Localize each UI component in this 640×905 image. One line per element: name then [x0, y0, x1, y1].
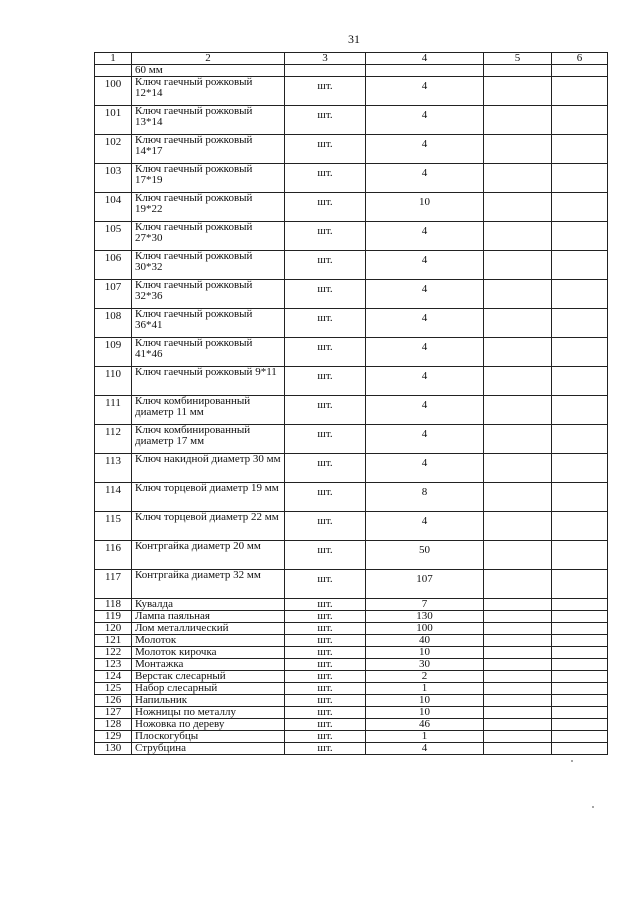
cell-num: 108 — [95, 309, 132, 338]
cell-col-6 — [552, 635, 608, 647]
cell-unit: шт. — [285, 695, 366, 707]
cell-num: 130 — [95, 743, 132, 755]
table-row — [95, 338, 608, 367]
cell-col-5 — [484, 695, 552, 707]
cell-qty: 4 — [366, 222, 484, 251]
cell-name: Ключ гаечный рожковый 13*14 — [132, 106, 285, 135]
cell-name: Ключ комбинированный диаметр 17 мм — [132, 425, 285, 454]
cell-num: 123 — [95, 659, 132, 671]
table-row — [95, 731, 608, 743]
cell-col-5 — [484, 731, 552, 743]
table-row — [95, 454, 608, 483]
table-row — [95, 164, 608, 193]
scan-speck — [571, 760, 573, 762]
cell-col-6 — [552, 309, 608, 338]
cell-num: 107 — [95, 280, 132, 309]
cell-unit: шт. — [285, 611, 366, 623]
cell-qty: 4 — [366, 106, 484, 135]
header-col-3: 3 — [285, 53, 366, 65]
cell-unit: шт. — [285, 396, 366, 425]
table-row — [95, 541, 608, 570]
cell-col-6 — [552, 193, 608, 222]
cell-qty — [366, 65, 484, 77]
cell-name: Ключ гаечный рожковый 32*36 — [132, 280, 285, 309]
cell-qty: 4 — [366, 425, 484, 454]
cell-num: 106 — [95, 251, 132, 280]
cell-unit: шт. — [285, 280, 366, 309]
cell-name: Ножницы по металлу — [132, 707, 285, 719]
table-row — [95, 683, 608, 695]
cell-name: Напильник — [132, 695, 285, 707]
cell-unit: шт. — [285, 512, 366, 541]
cell-name: Набор слесарный — [132, 683, 285, 695]
cell-num: 114 — [95, 483, 132, 512]
cell-unit: шт. — [285, 623, 366, 635]
cell-qty: 10 — [366, 707, 484, 719]
cell-name: Лампа паяльная — [132, 611, 285, 623]
table-row — [95, 743, 608, 755]
cell-col-5 — [484, 280, 552, 309]
table-row — [95, 570, 608, 599]
cell-qty: 4 — [366, 309, 484, 338]
table-row — [95, 707, 608, 719]
cell-name: Молоток кирочка — [132, 647, 285, 659]
cell-col-5 — [484, 611, 552, 623]
table-row — [95, 367, 608, 396]
header-col-5: 5 — [484, 53, 552, 65]
cell-col-5 — [484, 135, 552, 164]
cell-name: Молоток — [132, 635, 285, 647]
cell-num: 122 — [95, 647, 132, 659]
table-row — [95, 135, 608, 164]
cell-qty: 4 — [366, 367, 484, 396]
cell-col-6 — [552, 731, 608, 743]
cell-num: 121 — [95, 635, 132, 647]
cell-unit: шт. — [285, 164, 366, 193]
cell-col-5 — [484, 635, 552, 647]
cell-name: Ключ торцевой диаметр 19 мм — [132, 483, 285, 512]
cell-num: 119 — [95, 611, 132, 623]
table-row — [95, 77, 608, 106]
cell-qty: 4 — [366, 77, 484, 106]
cell-col-5 — [484, 623, 552, 635]
cell-qty: 4 — [366, 396, 484, 425]
cell-unit: шт. — [285, 222, 366, 251]
continuation-row — [95, 65, 608, 77]
cell-unit: шт. — [285, 683, 366, 695]
cell-col-5 — [484, 671, 552, 683]
table-body — [95, 65, 608, 755]
cell-col-6 — [552, 647, 608, 659]
cell-num: 117 — [95, 570, 132, 599]
table-row — [95, 512, 608, 541]
cell-unit: шт. — [285, 570, 366, 599]
cell-unit: шт. — [285, 707, 366, 719]
cell-unit: шт. — [285, 106, 366, 135]
cell-qty: 4 — [366, 164, 484, 193]
cell-unit: шт. — [285, 77, 366, 106]
cell-col-6 — [552, 77, 608, 106]
cell-num: 112 — [95, 425, 132, 454]
cell-unit: шт. — [285, 731, 366, 743]
cell-num: 126 — [95, 695, 132, 707]
cell-col-5 — [484, 309, 552, 338]
cell-qty: 50 — [366, 541, 484, 570]
cell-col-5 — [484, 512, 552, 541]
cell-name: Ключ гаечный рожковый 30*32 — [132, 251, 285, 280]
cell-col-5 — [484, 396, 552, 425]
cell-num: 116 — [95, 541, 132, 570]
cell-qty: 130 — [366, 611, 484, 623]
cell-col-6 — [552, 135, 608, 164]
cell-num: 125 — [95, 683, 132, 695]
table-row — [95, 623, 608, 635]
cell-col-5 — [484, 106, 552, 135]
cell-unit: шт. — [285, 454, 366, 483]
header-col-4: 4 — [366, 53, 484, 65]
cell-name: Ключ гаечный рожковый 9*11 — [132, 367, 285, 396]
cell-qty: 107 — [366, 570, 484, 599]
cell-col-5 — [484, 164, 552, 193]
cell-qty: 4 — [366, 251, 484, 280]
header-col-2: 2 — [132, 53, 285, 65]
cell-col-6 — [552, 396, 608, 425]
cell-col-5 — [484, 338, 552, 367]
cell-num: 127 — [95, 707, 132, 719]
cell-unit: шт. — [285, 671, 366, 683]
cell-name: Контргайка диаметр 32 мм — [132, 570, 285, 599]
cell-name: Ключ накидной диаметр 30 мм — [132, 454, 285, 483]
cell-col-5 — [484, 570, 552, 599]
cell-num: 105 — [95, 222, 132, 251]
cell-num — [95, 65, 132, 77]
cell-num: 124 — [95, 671, 132, 683]
cell-col-5 — [484, 77, 552, 106]
cell-unit — [285, 65, 366, 77]
cell-unit: шт. — [285, 743, 366, 755]
continuation-text: 60 мм — [132, 65, 285, 77]
cell-col-6 — [552, 611, 608, 623]
cell-qty: 4 — [366, 454, 484, 483]
cell-num: 109 — [95, 338, 132, 367]
cell-unit: шт. — [285, 541, 366, 570]
cell-col-6 — [552, 707, 608, 719]
cell-unit: шт. — [285, 635, 366, 647]
cell-col-6 — [552, 599, 608, 611]
cell-unit: шт. — [285, 425, 366, 454]
cell-col-5 — [484, 647, 552, 659]
cell-unit: шт. — [285, 309, 366, 338]
cell-col-5 — [484, 659, 552, 671]
table-header — [95, 53, 608, 65]
cell-unit: шт. — [285, 647, 366, 659]
cell-qty: 40 — [366, 635, 484, 647]
cell-col-6 — [552, 251, 608, 280]
cell-col-5 — [484, 743, 552, 755]
cell-name: Лом металлический — [132, 623, 285, 635]
table-row — [95, 635, 608, 647]
cell-num: 111 — [95, 396, 132, 425]
cell-unit: шт. — [285, 599, 366, 611]
cell-qty: 4 — [366, 135, 484, 164]
cell-num: 101 — [95, 106, 132, 135]
cell-col-6 — [552, 743, 608, 755]
cell-unit: шт. — [285, 719, 366, 731]
cell-col-5 — [484, 222, 552, 251]
cell-col-6 — [552, 338, 608, 367]
cell-unit: шт. — [285, 659, 366, 671]
cell-col-5 — [484, 65, 552, 77]
cell-qty: 30 — [366, 659, 484, 671]
cell-col-6 — [552, 541, 608, 570]
cell-name: Ключ гаечный рожковый 36*41 — [132, 309, 285, 338]
cell-col-6 — [552, 106, 608, 135]
cell-col-5 — [484, 541, 552, 570]
cell-col-6 — [552, 65, 608, 77]
cell-name: Ключ гаечный рожковый 41*46 — [132, 338, 285, 367]
cell-unit: шт. — [285, 483, 366, 512]
table-row — [95, 425, 608, 454]
cell-unit: шт. — [285, 193, 366, 222]
cell-name: Монтажка — [132, 659, 285, 671]
table-row — [95, 611, 608, 623]
cell-num: 129 — [95, 731, 132, 743]
cell-num: 102 — [95, 135, 132, 164]
cell-col-6 — [552, 671, 608, 683]
page-number: 31 — [348, 32, 360, 46]
cell-col-6 — [552, 683, 608, 695]
cell-col-5 — [484, 599, 552, 611]
table-row — [95, 222, 608, 251]
table-row — [95, 193, 608, 222]
table-row — [95, 396, 608, 425]
cell-name: Струбцина — [132, 743, 285, 755]
cell-col-5 — [484, 251, 552, 280]
cell-name: Контргайка диаметр 20 мм — [132, 541, 285, 570]
table-row — [95, 280, 608, 309]
cell-qty: 1 — [366, 731, 484, 743]
cell-name: Верстак слесарный — [132, 671, 285, 683]
cell-qty: 4 — [366, 338, 484, 367]
cell-qty: 8 — [366, 483, 484, 512]
cell-name: Ключ гаечный рожковый 27*30 — [132, 222, 285, 251]
cell-qty: 7 — [366, 599, 484, 611]
table-row — [95, 106, 608, 135]
cell-col-6 — [552, 483, 608, 512]
cell-num: 113 — [95, 454, 132, 483]
cell-qty: 100 — [366, 623, 484, 635]
cell-name: Ножовка по дереву — [132, 719, 285, 731]
cell-unit: шт. — [285, 367, 366, 396]
cell-num: 100 — [95, 77, 132, 106]
table-row — [95, 647, 608, 659]
cell-qty: 10 — [366, 193, 484, 222]
cell-col-6 — [552, 425, 608, 454]
cell-name: Ключ комбинированный диаметр 11 мм — [132, 396, 285, 425]
table-row — [95, 671, 608, 683]
cell-num: 118 — [95, 599, 132, 611]
cell-num: 104 — [95, 193, 132, 222]
cell-qty: 4 — [366, 512, 484, 541]
cell-name: Ключ гаечный рожковый 19*22 — [132, 193, 285, 222]
cell-col-6 — [552, 695, 608, 707]
cell-qty: 1 — [366, 683, 484, 695]
table-row — [95, 695, 608, 707]
cell-name: Ключ гаечный рожковый 17*19 — [132, 164, 285, 193]
cell-col-6 — [552, 623, 608, 635]
header-col-1: 1 — [95, 53, 132, 65]
cell-qty: 2 — [366, 671, 484, 683]
cell-qty: 4 — [366, 280, 484, 309]
cell-qty: 10 — [366, 647, 484, 659]
table-row — [95, 483, 608, 512]
cell-name: Ключ гаечный рожковый 12*14 — [132, 77, 285, 106]
cell-num: 103 — [95, 164, 132, 193]
cell-num: 110 — [95, 367, 132, 396]
cell-col-5 — [484, 719, 552, 731]
cell-num: 128 — [95, 719, 132, 731]
cell-unit: шт. — [285, 338, 366, 367]
cell-col-5 — [484, 683, 552, 695]
cell-qty: 4 — [366, 743, 484, 755]
cell-col-6 — [552, 280, 608, 309]
cell-name: Плоскогубцы — [132, 731, 285, 743]
cell-col-5 — [484, 367, 552, 396]
cell-col-6 — [552, 512, 608, 541]
cell-col-6 — [552, 367, 608, 396]
cell-col-5 — [484, 193, 552, 222]
cell-qty: 10 — [366, 695, 484, 707]
inventory-table — [94, 52, 608, 755]
cell-unit: шт. — [285, 135, 366, 164]
table-row — [95, 251, 608, 280]
cell-name: Ключ торцевой диаметр 22 мм — [132, 512, 285, 541]
cell-col-5 — [484, 454, 552, 483]
cell-qty: 46 — [366, 719, 484, 731]
cell-col-5 — [484, 483, 552, 512]
cell-col-6 — [552, 659, 608, 671]
cell-col-6 — [552, 454, 608, 483]
cell-unit: шт. — [285, 251, 366, 280]
cell-col-6 — [552, 222, 608, 251]
cell-col-5 — [484, 707, 552, 719]
table-row — [95, 599, 608, 611]
cell-col-6 — [552, 164, 608, 193]
cell-col-6 — [552, 719, 608, 731]
header-col-6: 6 — [552, 53, 608, 65]
scan-speck — [592, 806, 594, 808]
cell-name: Ключ гаечный рожковый 14*17 — [132, 135, 285, 164]
table-row — [95, 719, 608, 731]
cell-num: 115 — [95, 512, 132, 541]
table-row — [95, 659, 608, 671]
cell-col-5 — [484, 425, 552, 454]
cell-num: 120 — [95, 623, 132, 635]
cell-name: Кувалда — [132, 599, 285, 611]
cell-col-6 — [552, 570, 608, 599]
table-row — [95, 309, 608, 338]
